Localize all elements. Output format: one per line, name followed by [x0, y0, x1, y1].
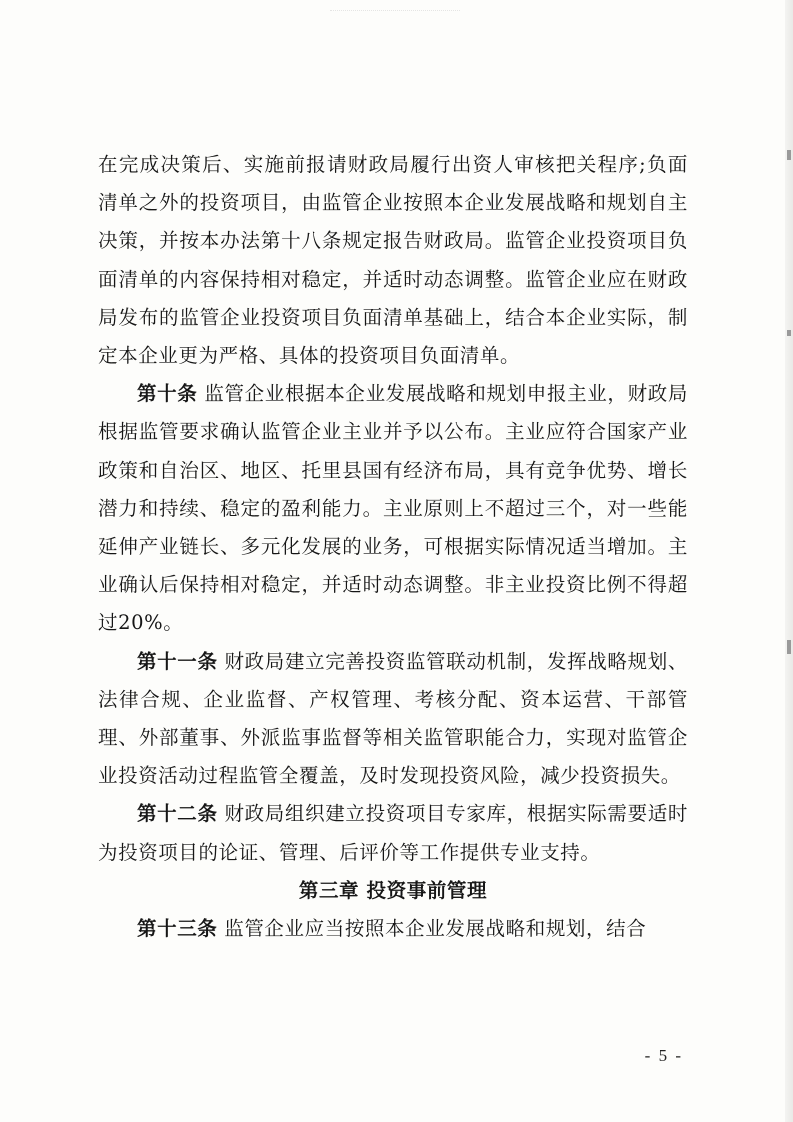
chapter-heading: 第三章 投资事前管理 — [298, 878, 488, 902]
article-heading: 第十二条 — [137, 802, 218, 826]
paragraph-text: 在完成决策后、实施前报请财政局履行出资人审核把关程序;负面清单之外的投资项目，由监管企业按照本企业发展战略和规划自主决策，并按本办法第十八条规定报告财政局。监管企业投资项目负面清单的内容保持相对稳定，并适时动态调整。监管企业应在财政局发布的监管企业投资项目负面清单基础上，结合本企业实际，制定本企业更为严格、具体的投资项目负面清单。 — [98, 153, 688, 368]
article-heading: 第十三条 — [137, 917, 218, 941]
paragraph-continuation — [98, 146, 688, 375]
article-heading: 第十一条 — [137, 649, 218, 673]
article-11 — [98, 643, 688, 796]
article-text: 监管企业应当按照本企业发展战略和规划，结合 — [224, 917, 647, 941]
scan-mark — [330, 0, 460, 11]
article-text: 财政局组织建立投资项目专家库，根据实际需要适时为投资项目的论证、管理、后评价等工作提供专业支持。 — [98, 802, 688, 864]
article-heading: 第十条 — [137, 382, 198, 406]
article-10 — [98, 375, 688, 642]
scan-edge-mark — [787, 150, 791, 160]
page-number: - 5 - — [644, 1046, 683, 1065]
scan-edge-mark — [787, 640, 791, 654]
article-12 — [98, 795, 688, 871]
scan-edge-mark — [787, 330, 791, 336]
article-text: 监管企业根据本企业发展战略和规划申报主业，财政局根据监管要求确认监管企业主业并予以公布。主业应符合国家产业政策和自治区、地区、托里县国有经济布局，具有竞争优势、增长潜力和持续、稳定的盈利能力。主业原则上不超过三个，对一些能延伸产业链长、多元化发展的业务，可根据实际情况适当增加。主业确认后保持相对稳定，并适时动态调整。非主业投资比例不得超过20%。 — [98, 382, 688, 635]
scan-edge-strip — [785, 0, 793, 1122]
document-body — [98, 146, 688, 948]
article-13 — [98, 910, 688, 948]
article-text: 财政局建立完善投资监管联动机制，发挥战略规划、法律合规、企业监督、产权管理、考核分配、资本运营、干部管理、外部董事、外派监事监督等相关监管职能合力，实现对监管企业投资活动过程监管全覆盖，及时发现投资风险，减少投资损失。 — [98, 649, 688, 788]
